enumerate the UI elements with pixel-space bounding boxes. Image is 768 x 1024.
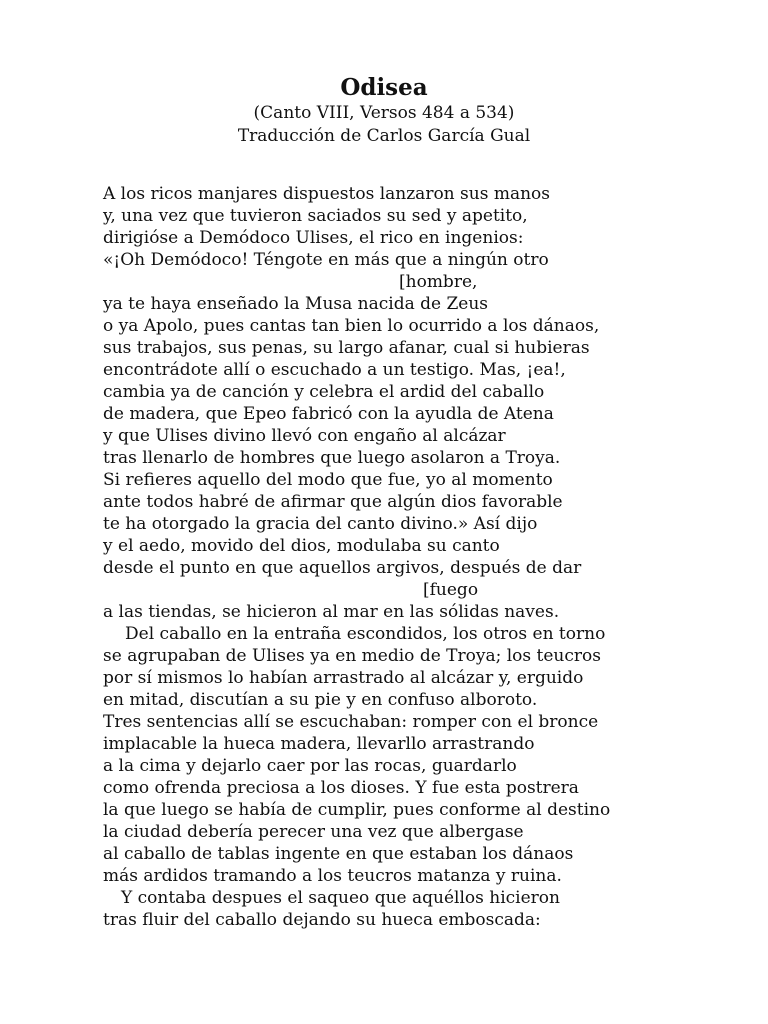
poem-line: implacable la hueca madera, llevarllo arrastrando <box>103 734 535 754</box>
poem-line: más ardidos tramando a los teucros matanza y ruina. <box>103 866 562 886</box>
poem-line: por sí mismos lo habían arrastrado al alcázar y, erguido <box>103 668 584 688</box>
poem-line: y, una vez que tuvieron saciados su sed y apetito, <box>103 206 528 226</box>
poem-line: la ciudad debería perecer una vez que albergase <box>103 822 524 842</box>
poem-line-continuation: [hombre, <box>399 272 478 292</box>
poem-line: como ofrenda preciosa a los dioses. Y fue esta postrera <box>103 778 579 798</box>
poem-line-indented: Del caballo en la entraña escondidos, los otros en torno <box>125 624 606 644</box>
poem-line: Si refieres aquello del modo que fue, yo al momento <box>103 470 553 490</box>
poem-line: te ha otorgado la gracia del canto divino.» Así dijo <box>103 514 538 534</box>
poem-line: sus trabajos, sus penas, su largo afanar, cual si hubieras <box>103 338 590 358</box>
poem-line: A los ricos manjares dispuestos lanzaron sus manos <box>103 184 550 204</box>
poem-line: tras llenarlo de hombres que luego asolaron a Troya. <box>103 448 561 468</box>
poem-line: o ya Apolo, pues cantas tan bien lo ocurrido a los dánaos, <box>103 316 600 336</box>
poem-line: y que Ulises divino llevó con engaño al alcázar <box>103 426 506 446</box>
poem-line: al caballo de tablas ingente en que estaban los dánaos <box>103 844 574 864</box>
poem-line: encontrádote allí o escuchado a un testigo. Mas, ¡ea!, <box>103 360 566 380</box>
poem-line: y el aedo, movido del dios, modulaba su canto <box>103 536 500 556</box>
poem-line: cambia ya de canción y celebra el ardid del caballo <box>103 382 545 402</box>
poem-line: Tres sentencias allí se escuchaban: romper con el bronce <box>103 712 599 732</box>
poem-line: tras fluir del caballo dejando su hueca emboscada: <box>103 910 541 930</box>
poem-line: a las tiendas, se hicieron al mar en las sólidas naves. <box>103 602 560 622</box>
document-title: Odisea <box>340 74 428 101</box>
document-subtitle: (Canto VIII, Versos 484 a 534) <box>253 103 515 123</box>
poem-line: ya te haya enseñado la Musa nacida de Zeus <box>103 294 489 314</box>
poem-line: en mitad, discutían a su pie y en confuso alboroto. <box>103 690 538 710</box>
poem-line: se agrupaban de Ulises ya en medio de Troya; los teucros <box>103 646 601 666</box>
poem-text <box>103 183 663 931</box>
poem-line-continuation: [fuego <box>423 580 479 600</box>
poem-line: «¡Oh Demódoco! Téngote en más que a ningún otro <box>103 250 549 270</box>
document-header <box>0 74 768 148</box>
translator-credit: Traducción de Carlos García Gual <box>237 126 531 146</box>
poem-line: ante todos habré de afirmar que algún dios favorable <box>103 492 563 512</box>
poem-line: dirigióse a Demódoco Ulises, el rico en ingenios: <box>103 228 524 248</box>
poem-line: a la cima y dejarlo caer por las rocas, guardarlo <box>103 756 517 776</box>
poem-line: de madera, que Epeo fabricó con la ayudla de Atena <box>103 404 554 424</box>
poem-line-indented: Y contaba despues el saqueo que aquéllos hicieron <box>121 888 560 908</box>
poem-line: la que luego se había de cumplir, pues conforme al destino <box>103 800 611 820</box>
poem-line: desde el punto en que aquellos argivos, después de dar <box>103 558 582 578</box>
